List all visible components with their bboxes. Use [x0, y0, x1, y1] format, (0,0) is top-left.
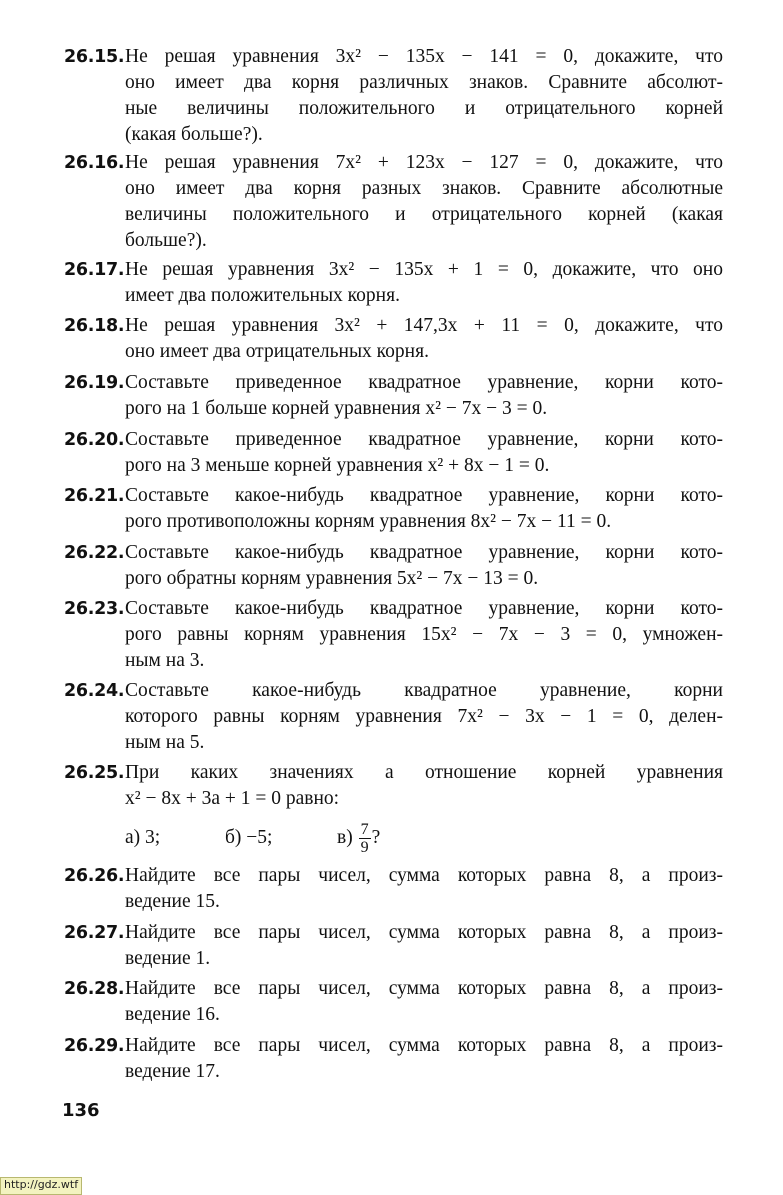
text-line: Не решая уравнения 3x² − 135x + 1 = 0, докажите, что оно	[125, 259, 723, 280]
text-line: (какая больше?).	[125, 124, 263, 145]
text-line: рого на 1 больше корней уравнения x² − 7x − 3 = 0.	[125, 398, 548, 419]
problem-text	[125, 150, 723, 254]
text-line: рого обратны корням уравнения 5x² − 7x − 13 = 0.	[125, 568, 539, 589]
text-line: больше?).	[125, 230, 207, 251]
fraction-numerator: 7	[360, 821, 369, 839]
text-line: Составьте приведенное квадратное уравнение, корни кото-	[125, 372, 723, 393]
problem-number: 26.17.	[64, 260, 125, 280]
text-line: имеет два положительных корня.	[125, 285, 400, 306]
problem-number: 26.19.	[64, 373, 125, 393]
text-line: Составьте какое-нибудь квадратное уравнение, корни	[125, 680, 723, 701]
text-line: Не решая уравнения 7x² + 123x − 127 = 0, докажите, что	[125, 152, 723, 173]
text-line: Не решая уравнения 3x² + 147,3x + 11 = 0, докажите, что	[125, 315, 723, 336]
text-line: Не решая уравнения 3x² − 135x − 141 = 0, докажите, что	[125, 46, 723, 67]
problem-number: 26.22.	[64, 543, 125, 563]
fraction-denominator: 9	[360, 839, 369, 857]
fraction	[359, 821, 371, 856]
problem-text	[125, 863, 723, 915]
text-line: оно имеет два отрицательных корня.	[125, 341, 429, 362]
problem-text	[125, 920, 723, 972]
page-number: 136	[62, 1100, 100, 1121]
problem-text	[125, 483, 723, 535]
problem-number: 26.23.	[64, 599, 125, 619]
text-line: ным на 5.	[125, 732, 205, 753]
text-line: ные величины положительного и отрицательного корней	[125, 98, 723, 119]
watermark-link[interactable]: http://gdz.wtf	[0, 1177, 82, 1195]
text-line: ведение 1.	[125, 948, 211, 969]
text-line: величины положительного и отрицательного корней (какая	[125, 204, 723, 225]
problem-text	[125, 313, 723, 365]
text-line: рого равны корням уравнения 15x² − 7x − 3 = 0, умножен-	[125, 624, 723, 645]
text-line: Найдите все пары чисел, сумма которых равна 8, а произ-	[125, 978, 723, 999]
text-line: оно имеет два корня различных знаков. Сравните абсолют-	[125, 72, 723, 93]
problem-number: 26.16.	[64, 153, 125, 173]
text-line: ным на 3.	[125, 650, 205, 671]
text-line: ведение 16.	[125, 1004, 220, 1025]
problem-number: 26.15.	[64, 47, 125, 67]
text-line: Найдите все пары чисел, сумма которых равна 8, а произ-	[125, 865, 723, 886]
text-line: Составьте какое-нибудь квадратное уравнение, корни кото-	[125, 485, 723, 506]
text-line: оно имеет два корня разных знаков. Сравните абсолютные	[125, 178, 723, 199]
problem-number: 26.26.	[64, 866, 125, 886]
text-line: Составьте какое-нибудь квадратное уравнение, корни кото-	[125, 598, 723, 619]
text-line: Составьте какое-нибудь квадратное уравнение, корни кото-	[125, 542, 723, 563]
text-line: Найдите все пары чисел, сумма которых равна 8, а произ-	[125, 1035, 723, 1056]
text-line: рого на 3 меньше корней уравнения x² + 8x − 1 = 0.	[125, 455, 550, 476]
problem-text	[125, 370, 723, 422]
text-line: ведение 17.	[125, 1061, 220, 1082]
problem-text	[125, 427, 723, 479]
problem-number: 26.18.	[64, 316, 125, 336]
problem-text	[125, 540, 723, 592]
problem-number: 26.21.	[64, 486, 125, 506]
problem-text	[125, 596, 723, 674]
option-b: б) −5;	[225, 827, 273, 848]
problem-number: 26.24.	[64, 681, 125, 701]
problem-text	[125, 257, 723, 309]
text-line: При каких значениях a отношение корней уравнения	[125, 762, 723, 783]
option-c-label: в)	[337, 827, 353, 848]
text-line: Составьте приведенное квадратное уравнение, корни кото-	[125, 429, 723, 450]
option-a: а) 3;	[125, 827, 161, 848]
text-line: рого противоположны корням уравнения 8x² − 7x − 11 = 0.	[125, 511, 612, 532]
option-c	[337, 818, 380, 858]
problem-number: 26.20.	[64, 430, 125, 450]
text-line: которого равны корням уравнения 7x² − 3x − 1 = 0, делен-	[125, 706, 723, 727]
problem-text	[125, 760, 723, 812]
problem-number: 26.27.	[64, 923, 125, 943]
problem-number: 26.25.	[64, 763, 125, 783]
text-line: ведение 15.	[125, 891, 220, 912]
problem-text	[125, 678, 723, 756]
problem-text	[125, 1033, 723, 1085]
option-c-suffix: ?	[371, 827, 381, 848]
text-line: x² − 8x + 3a + 1 = 0 равно:	[125, 788, 340, 809]
problem-text	[125, 44, 723, 148]
problem-number: 26.28.	[64, 979, 125, 999]
problem-text	[125, 976, 723, 1028]
text-line: Найдите все пары чисел, сумма которых равна 8, а произ-	[125, 922, 723, 943]
problem-number: 26.29.	[64, 1036, 125, 1056]
